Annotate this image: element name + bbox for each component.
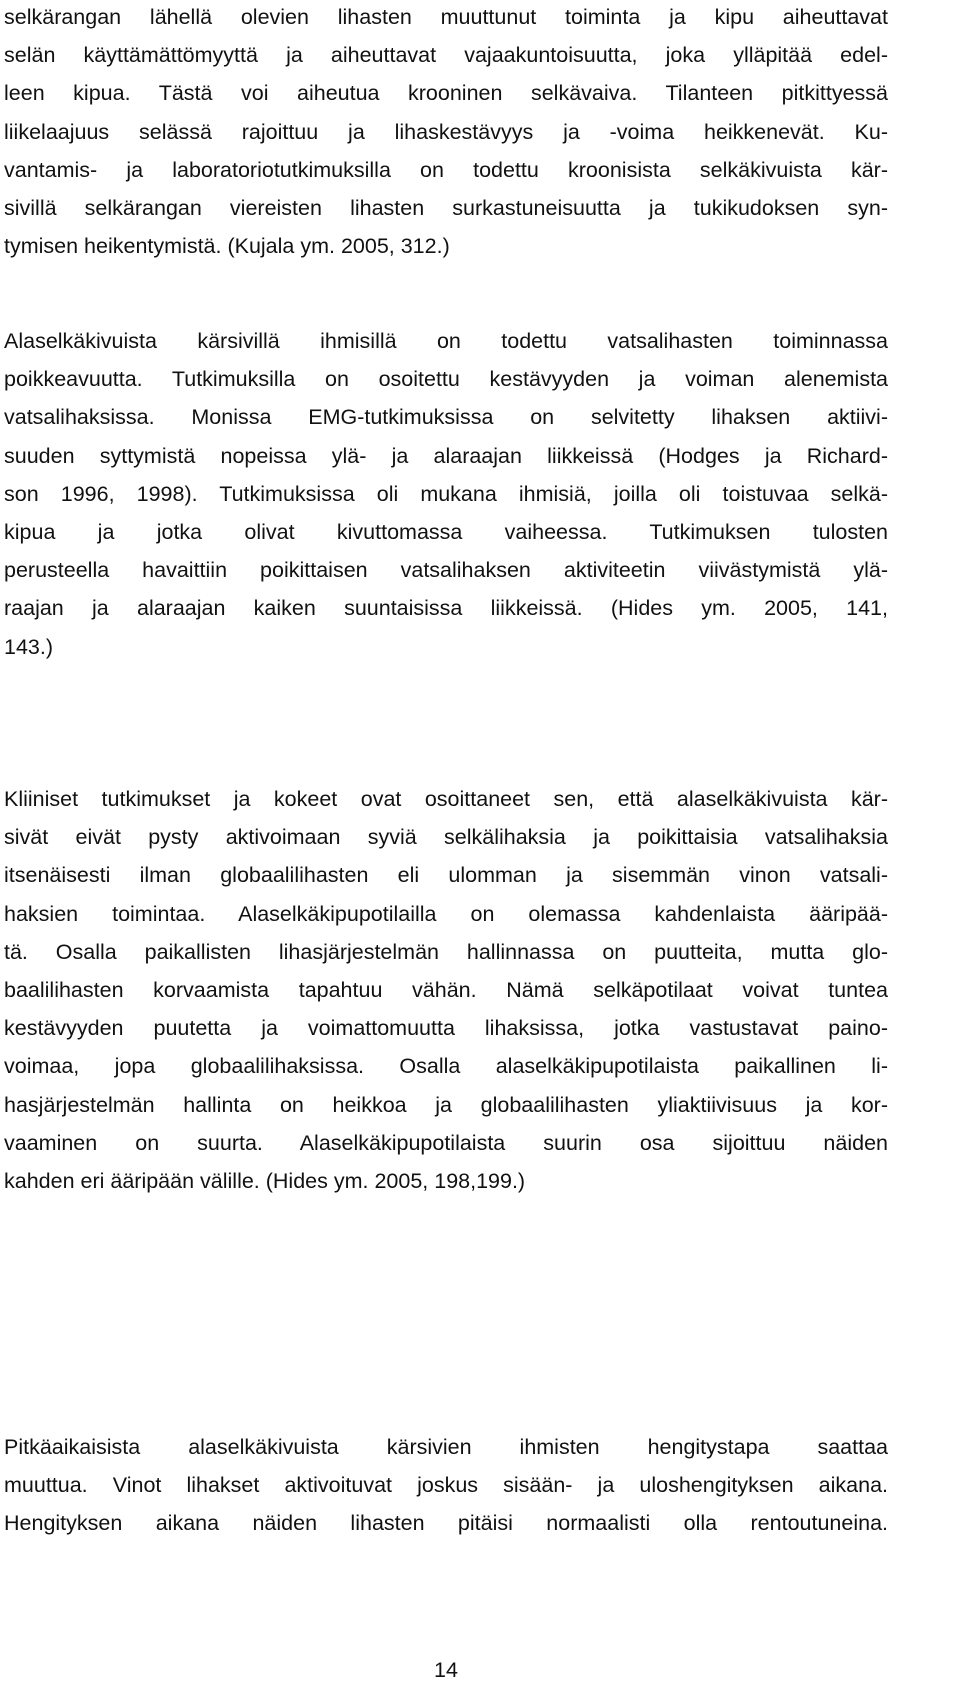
paragraph-3: [4, 780, 888, 1200]
text-line: itsenäisesti ilman globaalilihasten eli ulomman ja sisemmän vinon vatsali-: [4, 863, 888, 888]
page-number: 14: [434, 1658, 458, 1682]
text-line: Hengityksen aikana näiden lihasten pitäisi normaalisti olla rentoutuneina.: [4, 1511, 888, 1536]
text-line: selän käyttämättömyyttä ja aiheuttavat vajaakuntoisuutta, joka ylläpitää edel-: [4, 43, 888, 68]
text-line: Pitkäaikaisista alaselkäkivuista kärsivien ihmisten hengitystapa saattaa: [4, 1435, 888, 1459]
text-line: liikelaajuus selässä rajoittuu ja lihaskestävyys ja -voima heikkenevät. Ku-: [4, 119, 888, 144]
text-line: poikkeavuutta. Tutkimuksilla on osoitettu kestävyyden ja voiman alenemista: [4, 367, 888, 392]
text-line: 143.): [4, 634, 54, 659]
paragraph-1: [4, 0, 888, 265]
text-line: suuden syttymistä nopeissa ylä- ja alaraajan liikkeissä (Hodges ja Richard-: [4, 443, 888, 468]
text-line: Kliiniset tutkimukset ja kokeet ovat osoittaneet sen, että alaselkäkivuista kär-: [4, 787, 888, 811]
text-line: sivillä selkärangan viereisten lihasten surkastuneisuutta ja tukikudoksen syn-: [4, 195, 888, 220]
text-line: voimaa, jopa globaalilihaksissa. Osalla alaselkäkipupotilaista paikallinen li-: [4, 1054, 888, 1079]
text-line: kestävyyden puutetta ja voimattomuutta lihaksissa, jotka vastustavat paino-: [4, 1016, 888, 1041]
text-line: muuttua. Vinot lihakset aktivoituvat joskus sisään- ja uloshengityksen aikana.: [4, 1473, 888, 1498]
text-line: son 1996, 1998). Tutkimuksissa oli mukana ihmisiä, joilla oli toistuvaa selkä-: [4, 481, 888, 506]
text-line: kahden eri ääripään välille. (Hides ym. 2005, 198,199.): [4, 1168, 526, 1193]
text-line: kipua ja jotka olivat kivuttomassa vaiheessa. Tutkimuksen tulosten: [4, 519, 888, 544]
text-line: vantamis- ja laboratoriotutkimuksilla on todettu kroonisista selkäkivuista kär-: [4, 157, 888, 182]
text-line: haksien toimintaa. Alaselkäkipupotilailla on olemassa kahdenlaista ääripää-: [4, 901, 888, 926]
paragraph-2: [4, 322, 888, 666]
text-line: tä. Osalla paikallisten lihasjärjestelmän hallinnassa on puutteita, mutta glo-: [4, 939, 888, 964]
text-line: sivät eivät pysty aktivoimaan syviä selkälihaksia ja poikittaisia vatsalihaksia: [4, 825, 888, 850]
text-line: selkärangan lähellä olevien lihasten muuttunut toiminta ja kipu aiheuttavat: [4, 5, 888, 29]
text-line: Alaselkäkivuista kärsivillä ihmisillä on todettu vatsalihasten toiminnassa: [4, 329, 888, 353]
text-line: vatsalihaksissa. Monissa EMG-tutkimuksissa on selvitetty lihaksen aktiivi-: [4, 405, 888, 430]
text-line: hasjärjestelmän hallinta on heikkoa ja globaalilihasten yliaktiivisuus ja kor-: [4, 1092, 888, 1117]
text-line: leen kipua. Tästä voi aiheutua krooninen selkävaiva. Tilanteen pitkittyessä: [4, 81, 888, 106]
text-line: perusteella havaittiin poikittaisen vatsalihaksen aktiviteetin viivästymistä ylä-: [4, 558, 888, 583]
text-line: vaaminen on suurta. Alaselkäkipupotilaista suurin osa sijoittuu näiden: [4, 1130, 888, 1155]
text-line: raajan ja alaraajan kaiken suuntaisissa liikkeissä. (Hides ym. 2005, 141,: [4, 596, 888, 621]
text-line: baalilihasten korvaamista tapahtuu vähän. Nämä selkäpotilaat voivat tuntea: [4, 977, 888, 1002]
paragraph-4: [4, 1428, 888, 1543]
text-line: tymisen heikentymistä. (Kujala ym. 2005, 312.): [4, 234, 450, 259]
